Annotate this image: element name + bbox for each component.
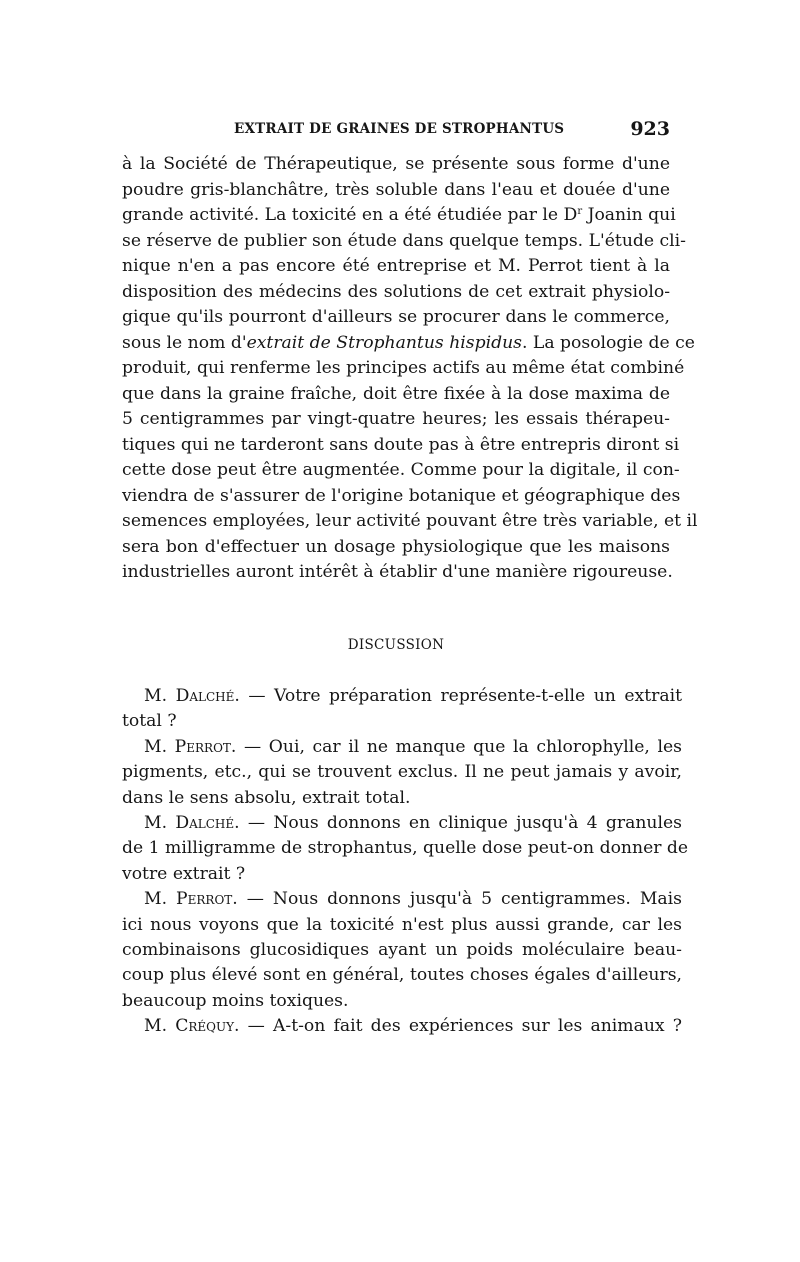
- text-line: disposition des médecins des solutions de cet extrait physiolo-: [122, 281, 670, 302]
- text-line: industrielles auront intérêt à établir d'une manière rigoureuse.: [122, 562, 673, 582]
- text-line: [122, 735, 682, 760]
- speaker-name: M. Dalché.: [144, 812, 240, 833]
- text-line: sera bon d'effectuer un dosage physiologique que les maisons: [122, 536, 670, 557]
- running-head: [122, 118, 670, 140]
- text-line: dans le sens absolu, extrait total.: [122, 787, 411, 808]
- text-line: combinaisons glucosidiques ayant un poids moléculaire beau-: [122, 939, 682, 960]
- text-line: 5 centigrammes par vingt-quatre heures; les essais thérapeu-: [122, 409, 670, 429]
- running-title: EXTRAIT DE GRAINES DE STROPHANTUS: [234, 121, 565, 137]
- superscript: r: [577, 206, 583, 217]
- text-line: viendra de s'assurer de l'origine botanique et géographique des: [122, 485, 681, 506]
- text-line: gique qu'ils pourront d'ailleurs se procurer dans le commerce,: [122, 307, 670, 327]
- text-fragment: sous le nom d': [122, 332, 247, 353]
- text-fragment: — A-t-on fait des expériences sur les animaux ?: [239, 1016, 682, 1037]
- speaker-name: M. Créquy.: [144, 1016, 240, 1037]
- text-fragment: — Votre préparation représente-t-elle un extrait: [239, 686, 683, 706]
- text-line: cette dose peut être augmentée. Comme pour la digitale, il con-: [122, 460, 680, 480]
- speaker-name: M. Perrot.: [144, 736, 237, 757]
- italic-title: extrait de Strophantus hispidus: [246, 332, 522, 353]
- text-line: ici nous voyons que la toxicité n'est plus aussi grande, car les: [122, 914, 682, 935]
- text-line: votre extrait ?: [122, 863, 246, 884]
- text-line: [122, 1014, 682, 1039]
- discussion-section: [122, 684, 689, 1039]
- body-paragraph: [122, 152, 698, 586]
- text-fragment: . La posologie de ce: [521, 332, 695, 353]
- text-line: beaucoup moins toxiques.: [122, 990, 349, 1011]
- text-line: à la Société de Thérapeutique, se présente sous forme d'une: [122, 154, 670, 174]
- text-line: [122, 811, 682, 836]
- text-line: [122, 684, 682, 709]
- text-fragment: grande activité. La toxicité en a été étudiée par le D: [122, 205, 578, 225]
- text-line: total ?: [122, 711, 177, 732]
- section-heading: DISCUSSION: [347, 637, 445, 653]
- text-line: [122, 887, 682, 912]
- text-line: que dans la graine fraîche, doit être fixée à la dose maxima de: [122, 383, 670, 404]
- text-line: [122, 331, 695, 357]
- text-line: nique n'en a pas encore été entreprise et M. Perrot tient à la: [122, 256, 670, 276]
- text-line: de 1 milligramme de strophantus, quelle dose peut-on donner de: [122, 838, 689, 859]
- text-line: pigments, etc., qui se trouvent exclus. Il ne peut jamais y avoir,: [122, 762, 682, 783]
- text-line: [122, 203, 676, 229]
- text-line: poudre gris-blanchâtre, très soluble dans l'eau et douée d'une: [122, 179, 670, 200]
- page-number: 923: [630, 118, 670, 140]
- text-line: coup plus élevé sont en général, toutes choses égales d'ailleurs,: [122, 965, 682, 986]
- text-line: se réserve de publier son étude dans quelque temps. L'étude cli-: [122, 230, 686, 251]
- text-fragment: — Nous donnons jusqu'à 5 centigrammes. Mais: [237, 889, 682, 910]
- text-fragment: — Oui, car il ne manque que la chlorophylle, les: [236, 736, 682, 757]
- text-line: tiques qui ne tarderont sans doute pas à être entrepris diront si: [122, 434, 680, 455]
- text-line: produit, qui renferme les principes actifs au même état combiné: [122, 358, 685, 378]
- speaker-name: M. Perrot.: [144, 889, 238, 910]
- speaker-name: M. Dalché.: [144, 686, 240, 706]
- text-fragment: Joanin qui: [582, 205, 676, 225]
- text-fragment: — Nous donnons en clinique jusqu'à 4 granules: [239, 812, 682, 833]
- text-line: semences employées, leur activité pouvant être très variable, et il: [122, 511, 698, 531]
